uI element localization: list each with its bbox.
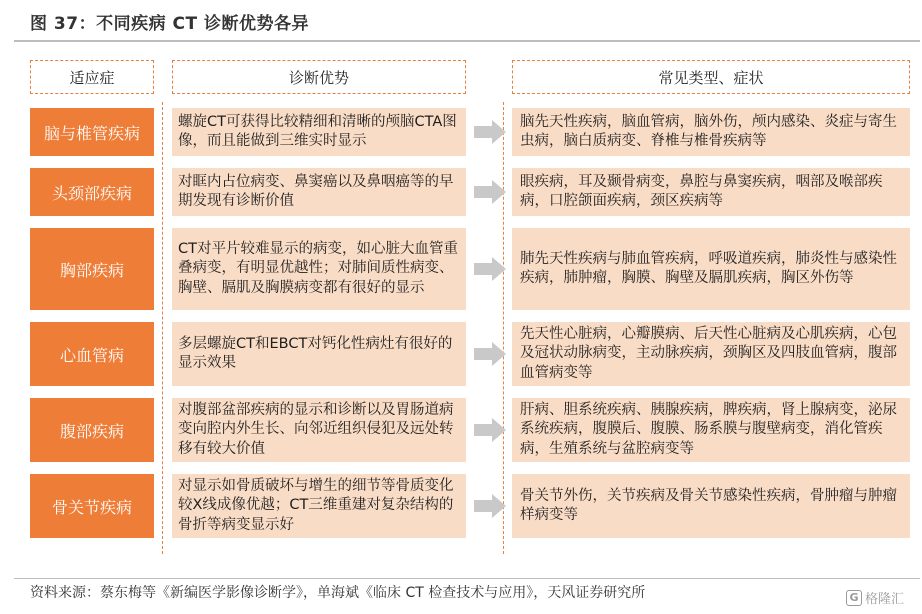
advantage-text: 螺旋CT可获得比较精细和清晰的颅脑CTA图像，而且能做到三维实时显示	[178, 113, 457, 149]
figure-title-row	[30, 6, 309, 36]
types-text: 脑先天性疾病，脑血管病，脑外伤，颅内感染、炎症与寄生虫病，脑白质病变、脊椎与椎骨疾病等	[520, 113, 897, 149]
arrow-right-icon	[474, 180, 506, 204]
advantage-cell	[172, 228, 466, 310]
watermark	[846, 588, 904, 607]
types-cell	[512, 398, 910, 462]
advantage-text: 对腹部盆部疾病的显示和诊断以及胃肠道病变向腔内外生长、向邻近组织侵犯及远处转移有较大价值	[178, 401, 454, 457]
advantage-text: 对眶内占位病变、鼻窦癌以及鼻咽癌等的早期发现有诊断价值	[178, 173, 454, 209]
types-text: 眼疾病，耳及颞骨病变，鼻腔与鼻窦疾病，咽部及喉部疾病，口腔颌面疾病，颈区疾病等	[520, 173, 883, 209]
arrow-right-icon	[474, 342, 506, 366]
column-divider-right	[503, 102, 504, 554]
types-text: 肺先天性疾病与肺血管疾病，呼吸道疾病，肺炎性与感染性疾病，肺肿瘤，胸膜、胸壁及膈肌疾病，胸区外伤等	[520, 250, 897, 286]
types-cell	[512, 168, 910, 216]
types-text: 先天性心脏病，心瓣膜病、后天性心脏病及心肌疾病，心包及冠状动脉病变，主动脉疾病，颈胸区及四肢血管病，腹部血管病变等	[520, 325, 897, 381]
category-cell: 骨关节疾病	[30, 474, 154, 538]
types-text: 肝病、胆系统疾病、胰腺疾病，脾疾病，肾上腺病变，泌尿系统疾病，腹膜后、腹膜、肠系膜与腹壁病变，消化管疾病，生殖系统与盆腔病变等	[520, 401, 897, 457]
category-cell: 胸部疾病	[30, 228, 154, 310]
category-cell: 心血管病	[30, 322, 154, 386]
types-cell	[512, 228, 910, 310]
types-text: 骨关节外伤，关节疾病及骨关节感染性疾病，骨肿瘤与肿瘤样病变等	[520, 487, 897, 523]
advantage-cell	[172, 108, 466, 156]
advantage-cell	[172, 168, 466, 216]
types-cell	[512, 474, 910, 538]
watermark-text: 格隆汇	[865, 592, 905, 607]
advantage-text: 对显示如骨质破坏与增生的细节等骨质变化较X线成像优越；CT三维重建对复杂结构的骨折等病变显示好	[178, 477, 454, 533]
arrow-right-icon	[474, 494, 506, 518]
category-cell: 腹部疾病	[30, 398, 154, 462]
source-note: 资料来源：蔡东梅等《新编医学影像诊断学》，单海斌《临床 CT 检查技术与应用》，天风证券研究所	[30, 585, 646, 601]
figure-title: 图 37：不同疾病 CT 诊断优势各异	[30, 13, 309, 34]
arrow-right-icon	[474, 120, 506, 144]
types-cell	[512, 108, 910, 156]
advantage-text: CT对平片较难显示的病变，如心脏大血管重叠病变，有明显优越性；对肺间质性病变、胸壁、膈肌及胸膜病变都有很好的显示	[178, 240, 458, 296]
header-category: 适应症	[30, 60, 154, 94]
header-advantage: 诊断优势	[172, 60, 466, 94]
category-cell: 头颈部疾病	[30, 168, 154, 216]
advantage-cell	[172, 474, 466, 538]
header-types: 常见类型、症状	[512, 60, 910, 94]
footer-divider	[14, 578, 920, 579]
arrow-right-icon	[474, 418, 506, 442]
arrow-right-icon	[474, 257, 506, 281]
brand-logo-icon: G	[846, 590, 862, 606]
advantage-cell	[172, 322, 466, 386]
category-cell: 脑与椎管疾病	[30, 108, 154, 156]
column-divider-left	[162, 102, 163, 554]
advantage-text: 多层螺旋CT和EBCT对钙化性病灶有很好的显示效果	[178, 335, 453, 371]
advantage-cell	[172, 398, 466, 462]
types-cell	[512, 322, 910, 386]
title-divider	[14, 40, 920, 42]
